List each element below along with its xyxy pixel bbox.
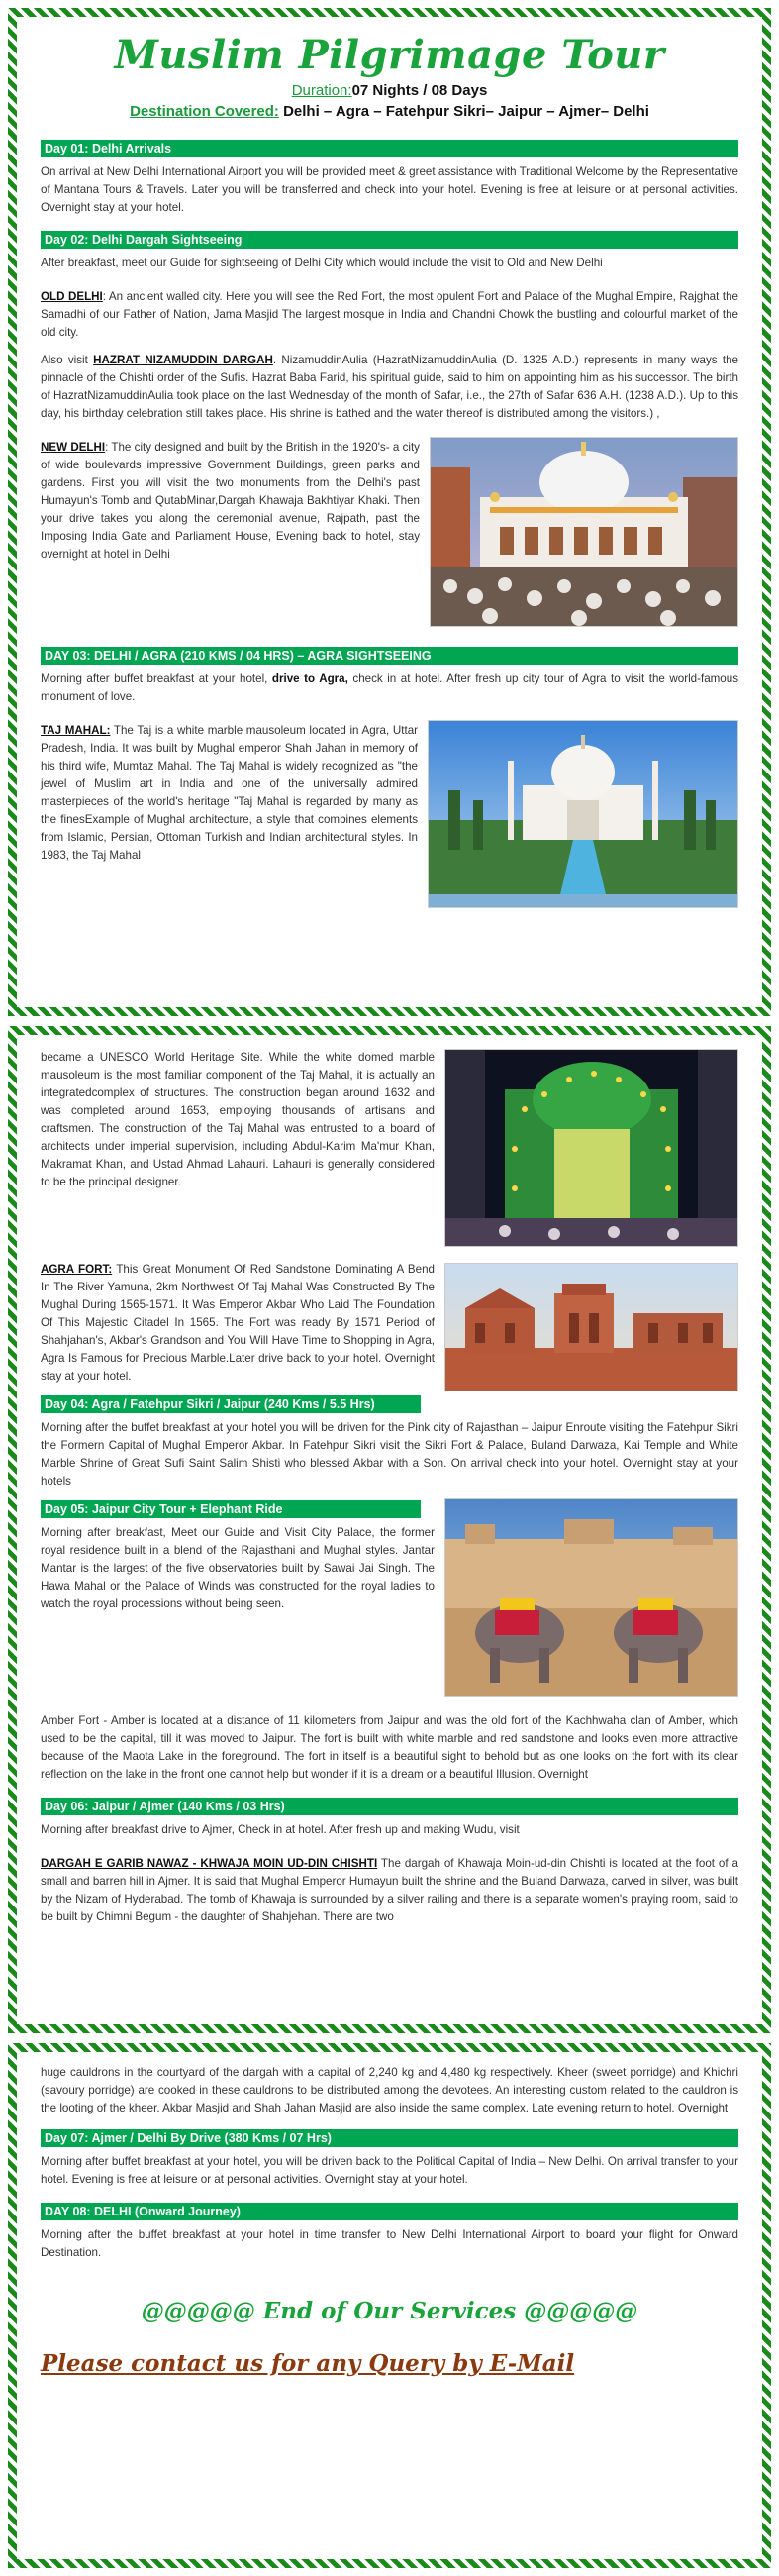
page-2 [8, 1026, 771, 2033]
hazrat-label: HAZRAT NIZAMUDDIN DARGAH [93, 354, 273, 366]
day-06-header: Day 06: Jaipur / Ajmer (140 Kms / 03 Hrs) [41, 1798, 738, 1815]
new-delhi-paragraph: NEW DELHI: The city designed and built by the British in the 1920's- a city of wide boulevards impressive Government Buildings, green parks and gardens. First you will visit the two monuments from the Delhi's past Humayun's Tomb and QutabMinar,Dargah Khawaja Bakhtiyar Khaki. Then your drive takes you along the ceremonial avenue, Rajpath, past the Imposing India Gate and Parliament House, Evening back to hotel, stay overnight at hotel in Delhi [41, 441, 420, 561]
day-04-text: Morning after the buffet breakfast at your hotel you will be driven for the Pink city of Rajasthan – Jaipur Enroute visiting the Fatehpur Sikri the Formern Capital of Mughal Emperor Akbar. In Fatehpur Sikri visit the Sikri Fort & Palace, Buland Darwaza, Kai Temple and White Marble Shrine of Great Sufi Saint Salim Shisti who blessed Akbar with a Son. On arrival check into your hotel. Overnight stay at your hotels [41, 1421, 738, 1488]
day-05-header: Day 05: Jaipur City Tour + Elephant Ride [41, 1500, 421, 1518]
day-08-text: Morning after the buffet breakfast at your hotel in time transfer to New Delhi International Airport to board your flight for Onward Destination. [41, 2228, 738, 2259]
old-delhi-paragraph: OLD DELHI: An ancient walled city. Here you will see the Red Fort, the most opulent Fort and Palace of the Mughal Empire, Rajghat the Samadhi of our Father of Nation, Jama Masjid The largest mosque in India and Chandni Chowk the bustling and colourful market of the old city. [41, 290, 738, 339]
old-delhi-label: OLD DELHI [41, 290, 103, 303]
dargah-paragraph-1: DARGAH E GARIB NAWAZ - KHWAJA MOIN UD-DIN CHISHTI The dargah of Khawaja Moin-ud-din Chishti is located at the foot of a small and barren hill in Ajmer. It is said that Mughal Emperor Humayun built the shrine and the Buland Darwaza, carved in silver, was built by the Nizam of Hyderabad. The tomb of Khawaja is surrounded by a silver railing and there is a separate women's praying room, said to be built by Chimni Begum - the daughter of Shahjehan. There are two [41, 1857, 738, 1923]
day-02-intro: After breakfast, meet our Guide for sightseeing of Delhi City which would include the visit to Old and New Delhi [41, 257, 603, 269]
dargah-label: DARGAH E GARIB NAWAZ - KHWAJA MOIN UD-DIN CHISHTI [41, 1857, 378, 1870]
day-05-text: Morning after breakfast, Meet our Guide and Visit City Palace, the former royal residence built in a blend of the Rajasthani and Mughal styles. Jantar Mantar is the largest of the five observatories built by Sawai Jai Singh. The Hawa Mahal or the Palace of Winds was constructed for the royal ladies to watch the royal processions without being seen. [41, 1526, 435, 1610]
day-06-intro: Morning after breakfast drive to Ajmer, Check in at hotel. After fresh up and making Wudu, visit [41, 1823, 520, 1836]
destination-value: Delhi – Agra – Fatehpur Sikri– Jaipur – Ajmer– Delhi [278, 103, 649, 120]
taj-paragraph-2: became a UNESCO World Heritage Site. While the white domed marble mausoleum is the most familiar component of the Taj Mahal, it is actually an integratedcomplex of structures. The construction began around 1632 and was completed around 1653, employing thousands of artisans and craftsmen. The construction of the Taj Mahal was entrusted to a board of architects under imperial supervision, including Abdul-Karim Ma'mur Khan, Makramat Khan, and Ustad Ahmad Lahauri. Lahauri is generally considered to be the principal designer. [41, 1051, 435, 1188]
taj-label: TAJ MAHAL: [41, 724, 111, 737]
fatehpur-sikri-image [444, 1263, 738, 1391]
day-03-header: DAY 03: DELHI / AGRA (210 KMS / 04 HRS) – AGRA SIGHTSEEING [41, 647, 738, 665]
amber-fort-elephant-image [444, 1498, 738, 1697]
day-03-intro: Morning after buffet breakfast at your hotel, drive to Agra, check in at hotel. After fresh up city tour of Agra to visit the world-famous monument of love. [41, 672, 738, 703]
day-02-header: Day 02: Delhi Dargah Sightseeing [41, 231, 738, 249]
duration-value: 07 Nights / 08 Days [351, 82, 488, 99]
day-08-header: DAY 08: DELHI (Onward Journey) [41, 2203, 738, 2220]
day-01-text: On arrival at New Delhi International Airport you will be provided meet & greet assistance with Traditional Welcome by the Representative of Mantana Tours & Travels. Later you will be transferred and check into your hotel. Evening is free at leisure or at personal activities. Overnight stay at your hotel. [41, 165, 738, 214]
agra-fort-paragraph: AGRA FORT: This Great Monument Of Red Sandstone Dominating A Bend In The River Yamuna, 2km Northwest Of Taj Mahal Was Constructed By The Mughal During 1565-1571. It Was Emperor Akbar Who Laid The Foundation Of This Majestic Citadel In 1565. The Fort was ready By 1571 Period of Shahjahan's, Akbar's Grandson and You Will Have Time to Shopping in Agra, Agra Is Famous for Precious Marble.Later drive back to your hotel. Overnight stay at your hotel. [41, 1263, 435, 1383]
nizamuddin-dargah-image [430, 437, 738, 627]
end-of-services: @@@@@ End of Our Services @@@@@ [141, 2298, 638, 2324]
page-3 [8, 2043, 771, 2568]
duration [41, 82, 738, 99]
hazrat-paragraph: Also visit HAZRAT NIZAMUDDIN DARGAH. NizamuddinAulia (HazratNizamuddinAulia (D. 1325 A.D.) represents in many ways the pinnacle of the Chishti order of the Sufis. Hazrat Baba Farid, his spiritual guide, said to him on appointing him as his successor. The birth of HazratNizamuddinAulia took place on the last Wednesday of the month of Safar, i.e., the 27th of Safar 636 A.H. (1238 A.D.). Up to this day, his birthday celebration still takes place. His shrine is bathed and the water thereof is distributed among the visitors.) , [41, 354, 738, 420]
taj-paragraph-1: TAJ MAHAL: The Taj is a white marble mausoleum located in Agra, Uttar Pradesh, India. It was built by Mughal emperor Shah Jahan in memory of his third wife, Mumtaz Mahal. The Taj Mahal is widely recognized as "the jewel of Muslim art in India and one of the universally admired masterpieces of the world's heritage "Taj Mahal is regarded by many as the finesExample of Mughal architecture, a style that combines elements from Islamic, Persian, Ottoman Turkish and Indian architectural styles. In 1983, the Taj Mahal [41, 724, 419, 862]
day-07-header: Day 07: Ajmer / Delhi By Drive (380 Kms / 07 Hrs) [41, 2129, 738, 2147]
taj-mahal-image [428, 720, 738, 908]
destinations [41, 103, 738, 120]
contact-email-line[interactable]: Please contact us for any Query by E-Mail [41, 2350, 575, 2377]
new-delhi-label: NEW DELHI [41, 441, 106, 454]
page-1 [8, 8, 771, 1016]
day-01-header: Day 01: Delhi Arrivals [41, 140, 738, 157]
dargah-night-image [444, 1049, 738, 1247]
destination-label: Destination Covered: [130, 103, 279, 120]
page-title: Muslim Pilgrimage Tour [114, 32, 665, 78]
agra-fort-label: AGRA FORT: [41, 1263, 113, 1276]
day-07-text: Morning after buffet breakfast at your hotel, you will be driven back to the Political Capital of India – New Delhi. On arrival transfer to your hotel. Evening is free at leisure or at personal activities. Overnight stay at your hotel. [41, 2155, 738, 2186]
amber-fort-paragraph: Amber Fort - Amber is located at a distance of 11 kilometers from Jaipur and was the old fort of the Kachhwaha clan of Amber, which used to be the capital, till it was moved to Jaipur. The fort is built with white marble and red sandstone and looks even more attractive because of the Maota Lake in the foreground. The fort in itself is a beautiful sight to behold but as one looks on the fort with its clear reflection on the lake in the front one cannot help but wonder if it is a dream or a beautiful Illusion. Overnight [41, 1714, 738, 1781]
day-04-header: Day 04: Agra / Fatehpur Sikri / Jaipur (240 Kms / 5.5 Hrs) [41, 1395, 421, 1413]
dargah-paragraph-2: huge cauldrons in the courtyard of the dargah with a capital of 2,240 kg and 4,480 kg respectively. Kheer (sweet porridge) and Khichri (savoury porridge) are cooked in these cauldrons to be distributed among the devotees. An interesting custom related to the cauldron is the looting of the kheer. Akbar Masjid and Shah Jahan Masjid are also inside the same complex. Late evening return to hotel. Overnight [41, 2066, 738, 2114]
duration-label: Duration: [291, 82, 352, 99]
